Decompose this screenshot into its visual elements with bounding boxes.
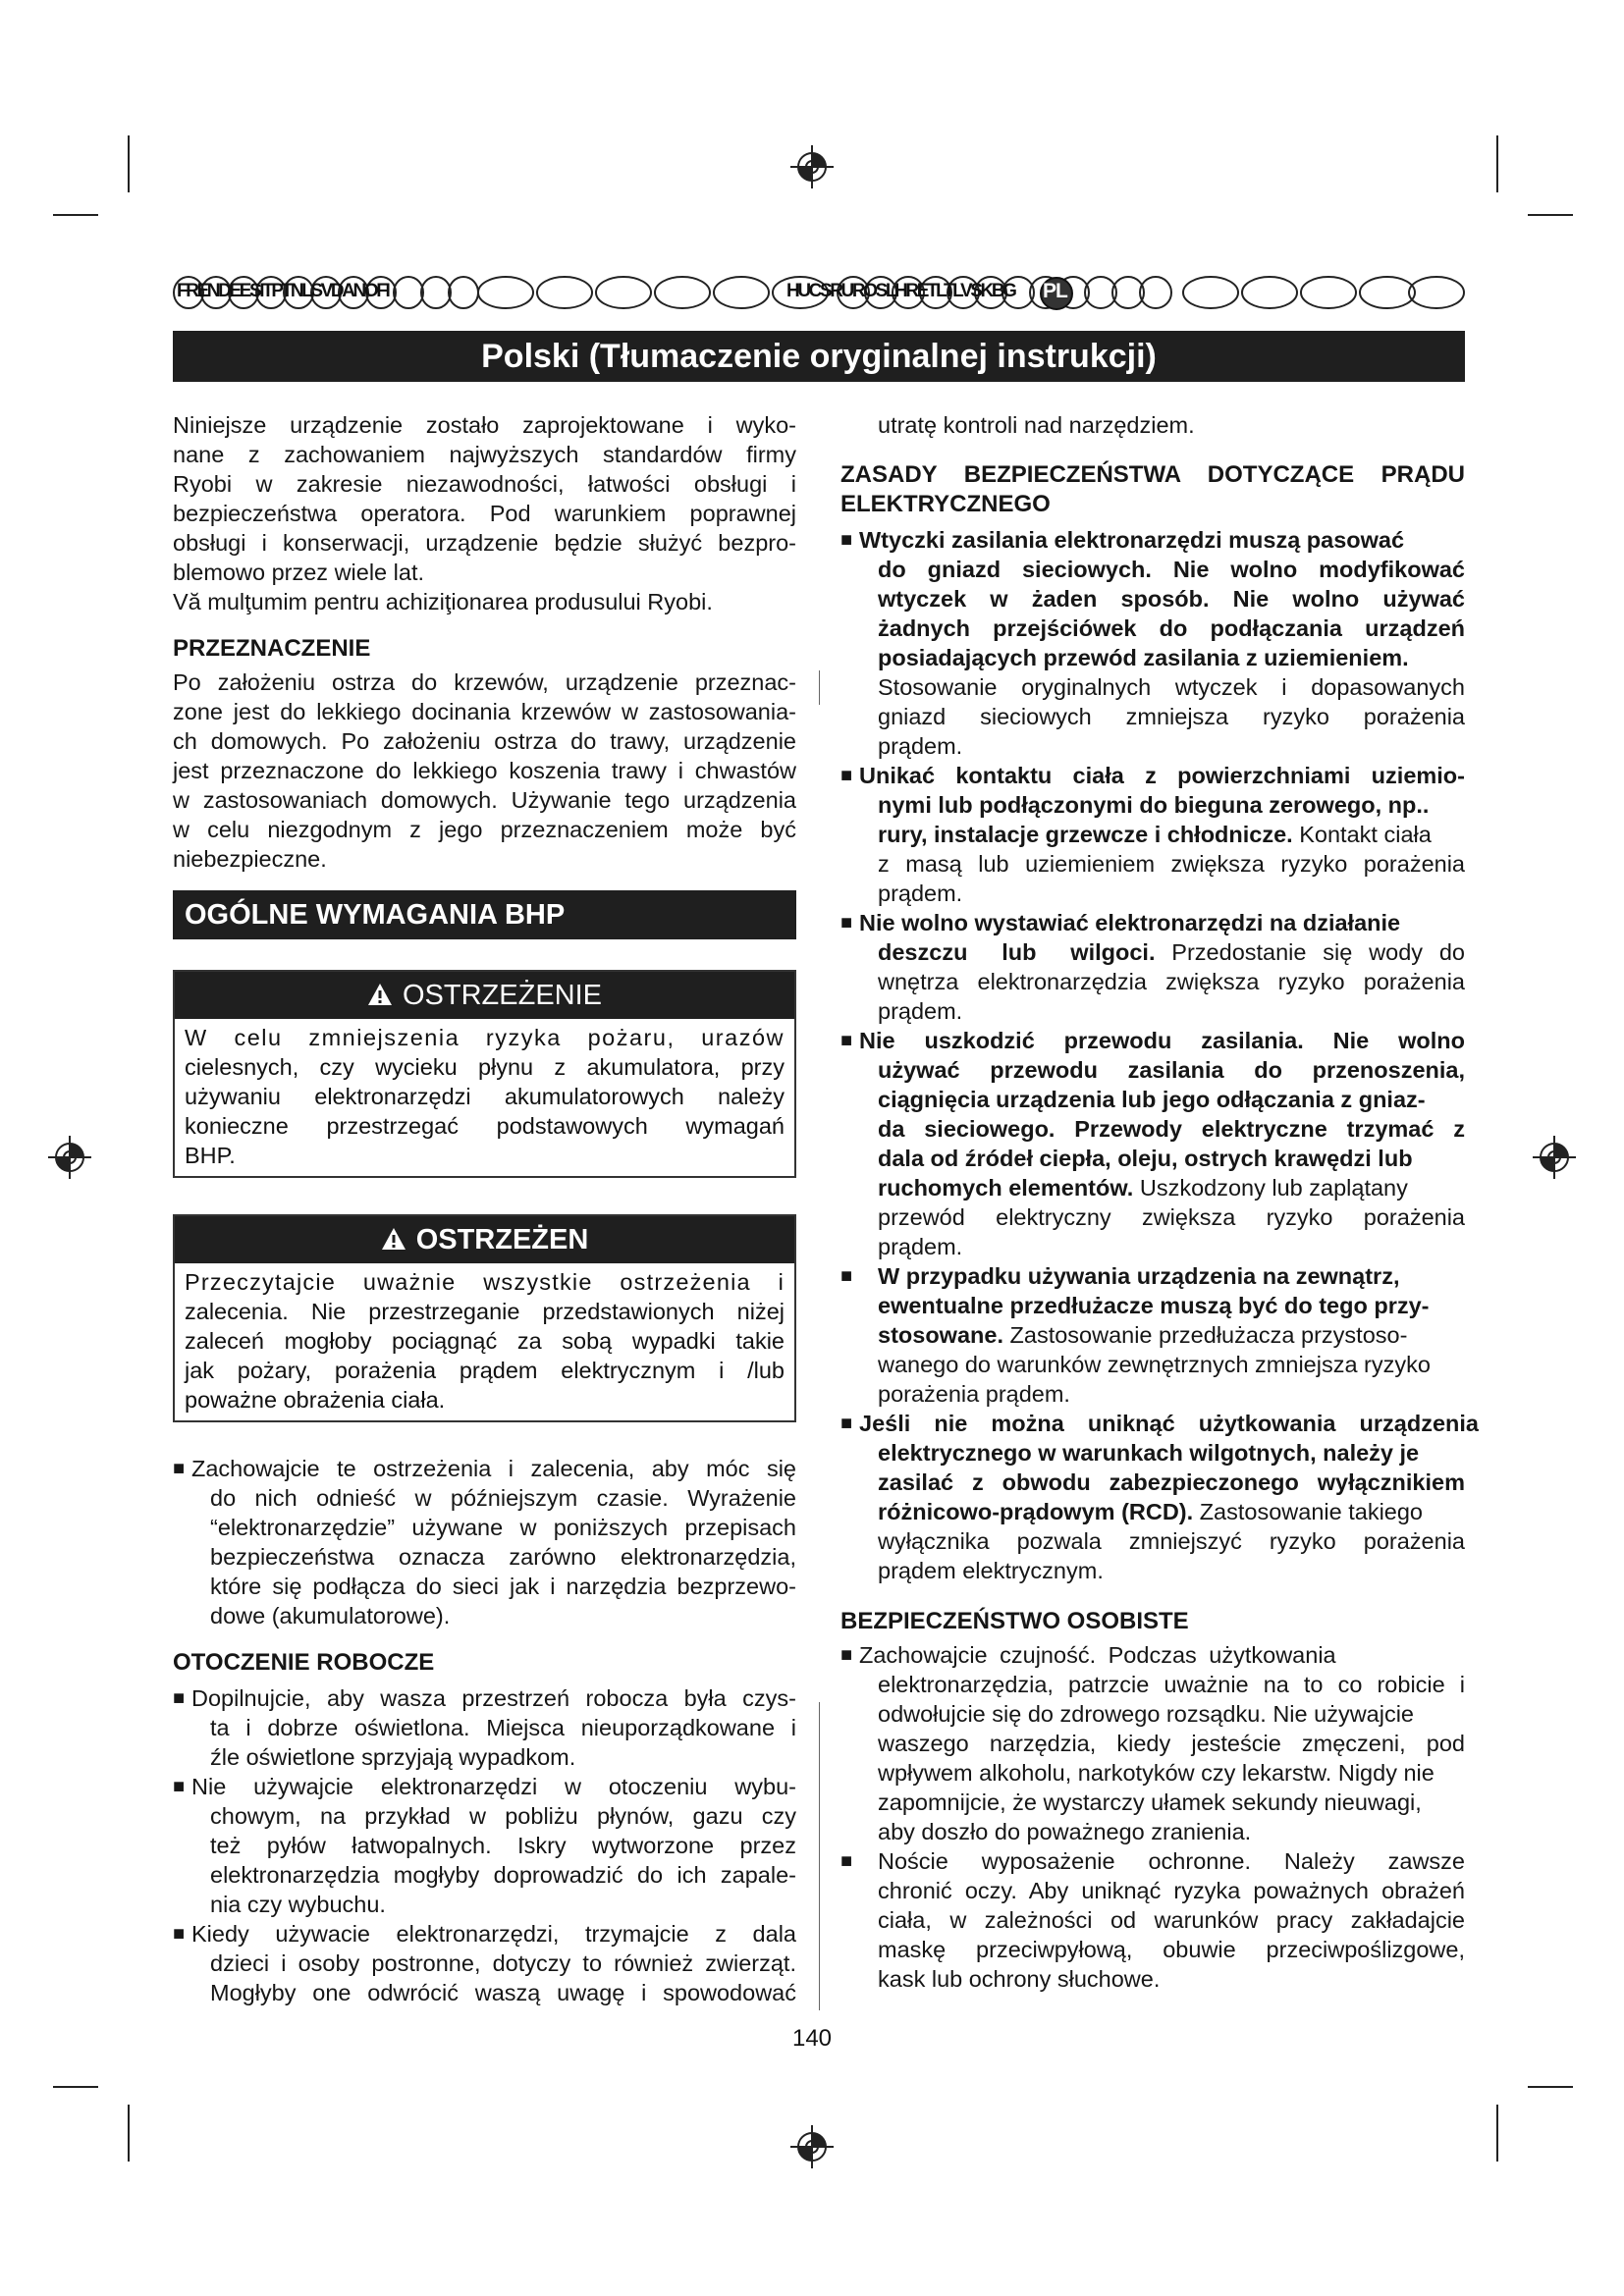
section-heading-electrical: ZASADY BEZPIECZEŃSTWA DOTYCZĄCE PRĄDU — [840, 461, 1465, 488]
text-line: Zachowajcie te ostrzeżenia i zalecenia, aby móc się — [191, 1456, 796, 1481]
bullet-icon: ■ — [840, 529, 853, 551]
text-line: z masą lub uziemieniem zwiększa ryzyko porażenia — [878, 851, 1465, 877]
text-line: Nie wolno wystawiać elektronarzędzi na działanie — [859, 910, 1401, 935]
text-line: do gniazd sieciowych. Nie wolno modyfikować — [878, 557, 1465, 582]
text-line: gniazd sieciowych zmniejsza ryzyko porażenia — [878, 704, 1465, 729]
column-divider — [819, 1702, 820, 2010]
text-line: W przypadku używania urządzenia na zewnątrz, — [878, 1263, 1400, 1289]
text-line: żadnych przejściówek do podłączania urządzeń — [878, 615, 1465, 641]
text-line: wpływem alkoholu, narkotyków czy lekarstw. Nigdy nie — [878, 1760, 1435, 1786]
bullet-icon: ■ — [840, 1850, 853, 1872]
text-line: Wtyczki zasilania elektronarzędzi muszą pasować — [859, 527, 1405, 553]
text-span: różnicowo-prądowym (RCD). — [878, 1499, 1194, 1524]
text-span: Przedostanie się wody do — [1155, 939, 1465, 965]
text-line: odwołujcie się do zdrowego rozsądku. Nie używajcie — [878, 1701, 1414, 1727]
section-heading-work-area: OTOCZENIE ROBOCZE — [173, 1649, 435, 1676]
text-span: Kontakt ciała — [1292, 822, 1432, 847]
registration-mark-icon — [789, 2124, 835, 2169]
text-line: prądem. — [878, 998, 963, 1024]
text-line: dzieci i osoby postronne, dotyczy to również zwierząt. — [210, 1950, 796, 1976]
language-codes-right: HUCSRUROSLHRETLTLVSKBG — [786, 281, 1015, 301]
text-line: prądem elektrycznym. — [878, 1558, 1104, 1583]
text-line: waszego narzędzia, kiedy jesteście zmęczeni, pod — [878, 1731, 1465, 1756]
language-codes-left: FRENDEESITPTNLSVDANOFI — [177, 281, 389, 301]
list-item — [173, 1772, 796, 1919]
text-line: jak pożary, porażenia prądem elektrycznym i /lub — [185, 1358, 785, 1383]
list-item — [840, 1846, 1465, 1994]
bullet-icon: ■ — [173, 1687, 186, 1709]
text-line: bezpieczeństwa oznacza zarówno elektronarzędzia, — [210, 1544, 796, 1570]
text-span: stosowane. — [878, 1322, 1003, 1348]
warning-title: OSTRZEŻEN — [415, 1224, 589, 1255]
text-line: wyłącznika pozwala zmniejszyć ryzyko porażenia — [878, 1528, 1465, 1554]
list-item — [840, 908, 1465, 1026]
text-line: W celu zmniejszenia ryzyka pożaru, urazów — [185, 1025, 785, 1050]
text-line: konieczne przestrzegać podstawowych wymagań — [185, 1113, 785, 1139]
text-line: kask lub ochrony słuchowe. — [878, 1966, 1161, 1992]
text-line: w celu niezgodnym z jego przeznaczeniem może być — [173, 817, 796, 842]
text-line: wnętrza elektronarzędzia zwiększa ryzyko porażenia — [878, 969, 1465, 994]
warning-body — [175, 1019, 794, 1176]
bullet-icon: ■ — [840, 765, 853, 786]
text-line: jest przeznaczone do lekkiego koszenia trawy i chwastów — [173, 758, 796, 783]
list-item — [840, 1640, 1465, 1846]
text-line: prądem. — [878, 733, 963, 759]
text-line: obsługi i konserwacji, urządzenie będzie służyć bezpro- — [173, 530, 796, 556]
text-line: do nich odnieść w późniejszym czasie. Wyrażenie — [210, 1485, 796, 1511]
text-line: posiadających przewód zasilania z uziemieniem. — [878, 645, 1409, 670]
purpose-paragraph — [173, 667, 796, 874]
registration-mark-icon — [1532, 1135, 1577, 1180]
text-line: ciągnięcia urządzenia lub jego odłączania z gniaz- — [878, 1087, 1426, 1112]
text-line: Stosowanie oryginalnych wtyczek i dopasowanych — [878, 674, 1465, 700]
text-line: elektronarzędzia mogłyby doprowadzić do ich zapale- — [210, 1862, 796, 1888]
text-line: nane z zachowaniem najwyższych standardów firmy — [173, 442, 796, 467]
text-line: Vă mulţumim pentru achiziţionarea produsului Ryobi. — [173, 589, 713, 614]
text-span: rury, instalacje grzewcze i chłodnicze. — [878, 822, 1293, 847]
crop-mark — [128, 2105, 130, 2162]
text-line: Jeśli nie można uniknąć użytkowania urządzenia — [859, 1411, 1479, 1436]
text-line: prądem. — [878, 1234, 963, 1259]
bullet-icon: ■ — [173, 1458, 186, 1479]
active-language-code: PL — [1043, 280, 1067, 302]
page-number: 140 — [791, 2025, 833, 2052]
section-heading-purpose: PRZEZNACZENIE — [173, 635, 371, 662]
warning-triangle-icon — [381, 1227, 406, 1251]
crop-mark — [53, 214, 98, 216]
text-line: bezpieczeństwa operatora. Pod warunkiem poprawnej — [173, 501, 796, 526]
text-span: Zastosowanie takiego — [1193, 1499, 1424, 1524]
column-divider — [819, 670, 820, 705]
text-line: ciała, w zależności od warunków pracy zakładajcie — [878, 1907, 1465, 1933]
bullet-icon: ■ — [840, 1413, 853, 1434]
right-column — [840, 410, 1479, 1994]
text-line: prądem. — [878, 881, 963, 906]
crop-mark — [128, 135, 130, 192]
section-bar-general-safety: OGÓLNE WYMAGANIA BHP — [173, 890, 796, 939]
left-column-lower — [173, 1454, 796, 2007]
text-span: ruchomych elementów. — [878, 1175, 1134, 1201]
text-line: Przeczytajcie uważnie wszystkie ostrzeżenia i — [185, 1269, 785, 1295]
list-item — [840, 525, 1465, 761]
text-line: nia czy wybuchu. — [210, 1892, 386, 1917]
list-item — [173, 1454, 796, 1630]
text-line: zapomnijcie, że wystarczy ułamek sekundy nieuwagi, — [878, 1789, 1422, 1815]
text-line: blemowo przez wiele lat. — [173, 560, 424, 585]
text-line: elektronarzędzia, patrzcie uważnie na to co robicie i — [878, 1672, 1465, 1697]
warning-triangle-icon — [367, 983, 393, 1006]
text-line: elektrycznego w warunkach wilgotnych, należy je — [878, 1440, 1420, 1466]
text-line: Nie uszkodzić przewodu zasilania. Nie wolno — [859, 1028, 1465, 1053]
text-line: Niniejsze urządzenie zostało zaprojektowane i wyko- — [173, 412, 796, 438]
text-line: zasilać z obwodu zabezpieczonego wyłącznikiem — [878, 1469, 1465, 1495]
text-line: aby doszło do poważnego zranienia. — [878, 1819, 1252, 1844]
text-line: Ryobi w zakresie niezawodności, łatwości obsługi i — [173, 471, 796, 497]
section-heading-personal-safety: BEZPIECZEŃSTWO OSOBISTE — [840, 1608, 1189, 1634]
list-item — [173, 1683, 796, 1772]
text-span: Uszkodzony lub zaplątany — [1133, 1175, 1408, 1201]
bullet-icon: ■ — [840, 1265, 853, 1287]
text-line: też pyłów łatwopalnych. Iskry wytworzone przez — [210, 1833, 796, 1858]
warning-header — [175, 1216, 794, 1263]
crop-mark — [1496, 2105, 1498, 2162]
intro-paragraph — [173, 410, 796, 616]
text-line: zaleceń mogłoby pociągnąć za sobą wypadki takie — [185, 1328, 785, 1354]
warning-title: OSTRZEŻENIE — [402, 980, 602, 1011]
text-line: ta i dobrze oświetlona. Miejsca nieuporządkowane i — [210, 1715, 796, 1740]
crop-mark — [1528, 214, 1573, 216]
text-line: które się podłącza do sieci jak i narzędzia bezprzewo- — [210, 1574, 796, 1599]
crop-mark — [1496, 135, 1498, 192]
list-item — [840, 761, 1465, 908]
warning-body — [175, 1263, 794, 1420]
section-heading-electrical-cont: ELEKTRYCZNEGO — [840, 491, 1051, 517]
text-line: ewentualne przedłużacze muszą być do tego przy- — [878, 1293, 1430, 1318]
text-line: używaniu elektronarzędzi akumulatorowych należy — [185, 1084, 785, 1109]
text-line: Nie używajcie elektronarzędzi w otoczeniu wybu- — [191, 1774, 796, 1799]
text-line: Kiedy używacie elektronarzędzi, trzymajcie z dala — [191, 1921, 796, 1947]
warning-box-1 — [173, 970, 796, 1178]
bullet-icon: ■ — [173, 1923, 186, 1945]
text-line: da sieciowego. Przewody elektryczne trzymać z — [878, 1116, 1465, 1142]
text-line: Noście wyposażenie ochronne. Należy zawsze — [878, 1848, 1465, 1874]
text-line: ch domowych. Po założeniu ostrza do trawy, urządzenie — [173, 728, 796, 754]
text-line: wtyczek w żaden sposób. Nie wolno używać — [878, 586, 1465, 612]
text-line: chronić oczy. Aby uniknąć ryzyka poważnych obrażeń — [878, 1878, 1465, 1903]
crop-mark — [1528, 2086, 1573, 2088]
text-line: porażenia prądem. — [878, 1381, 1070, 1407]
text-line: poważne obrażenia ciała. — [185, 1387, 446, 1413]
text-line: dowe (akumulatorowe). — [210, 1603, 451, 1629]
text-line: Dopilnujcie, aby wasza przestrzeń robocza była czys- — [191, 1685, 796, 1711]
text-line: przewód elektryczny zwiększa ryzyko porażenia — [878, 1204, 1465, 1230]
warning-box-2 — [173, 1214, 796, 1422]
bullet-icon: ■ — [173, 1776, 186, 1797]
list-item — [840, 1409, 1479, 1585]
left-column — [173, 410, 796, 874]
bullet-icon: ■ — [840, 912, 853, 934]
text-line: niebezpieczne. — [173, 846, 327, 872]
bullet-icon: ■ — [840, 1644, 853, 1666]
text-line: Po założeniu ostrza do krzewów, urządzenie przeznac- — [173, 669, 796, 695]
text-line: Mogłyby one odwrócić waszą uwagę i spowodować — [210, 1980, 796, 2005]
text-line: zalecenia. Nie przestrzeganie przedstawionych niżej — [185, 1299, 785, 1324]
text-line: używać przewodu zasilania do przenoszenia, — [878, 1057, 1465, 1083]
registration-mark-icon — [789, 144, 835, 189]
page-title: Polski (Tłumaczenie oryginalnej instrukcji) — [173, 331, 1465, 382]
text-line: dala od źródeł ciepła, oleju, ostrych krawędzi lub — [878, 1146, 1413, 1171]
warning-header — [175, 972, 794, 1019]
text-line: cielesnych, czy wycieku płynu z akumulatora, przy — [185, 1054, 785, 1080]
text-line: zone jest do lekkiego docinania krzewów w zastosowania- — [173, 699, 796, 724]
list-item — [173, 1919, 796, 2007]
crop-mark — [53, 2086, 98, 2088]
text-span: deszczu lub wilgoci. — [878, 939, 1156, 965]
text-line: źle oświetlone sprzyjają wypadkom. — [210, 1744, 576, 1770]
list-item — [840, 1261, 1465, 1409]
text-line: maskę przeciwpyłową, obuwie przeciwpoślizgowe, — [878, 1937, 1465, 1962]
text-line: chowym, na przykład w pobliżu płynów, gazu czy — [210, 1803, 796, 1829]
text-line: w zastosowaniach domowych. Używanie tego urządzenia — [173, 787, 796, 813]
text-line: BHP. — [185, 1143, 236, 1168]
text-line: utratę kontroli nad narzędziem. — [878, 412, 1195, 438]
registration-mark-icon — [47, 1135, 92, 1180]
language-tab-strip — [173, 275, 1465, 310]
text-line: Zachowajcie czujność. Podczas użytkowania — [859, 1642, 1336, 1668]
bullet-icon: ■ — [840, 1030, 853, 1051]
text-line: “elektronarzędzie” używane w poniższych przepisach — [210, 1515, 796, 1540]
text-span: Zastosowanie przedłużacza przystoso- — [1002, 1322, 1408, 1348]
text-line: nymi lub podłączonymi do bieguna zerowego, np.. — [878, 792, 1430, 818]
text-line: Unikać kontaktu ciała z powierzchniami uziemio- — [859, 763, 1465, 788]
list-item — [840, 1026, 1465, 1261]
text-line: wanego do warunków zewnętrznych zmniejsza ryzyko — [878, 1352, 1431, 1377]
